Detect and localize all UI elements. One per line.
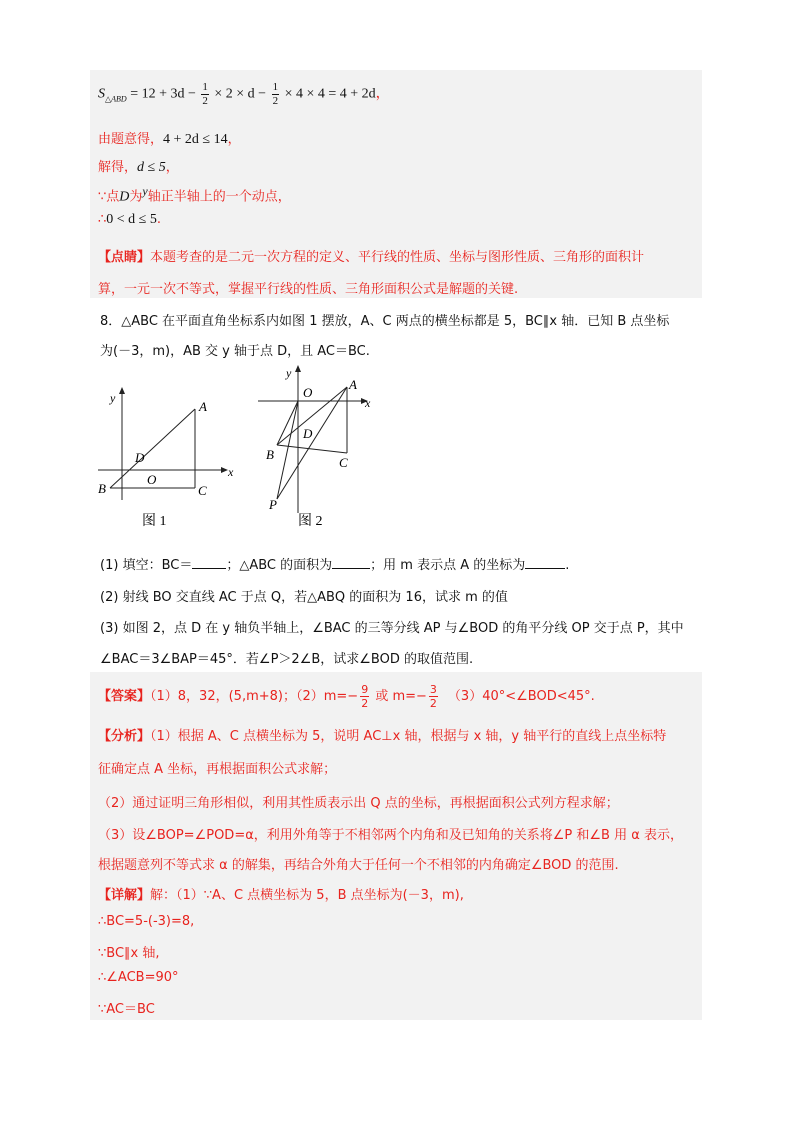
segment-ap <box>277 387 347 499</box>
label-d: D <box>135 450 145 465</box>
analysis-tag: 【分析】 <box>98 729 151 744</box>
range-line: ∴0 < d ≤ 5. <box>98 212 162 227</box>
fraction: $\frac{9}{2}$ <box>361 683 369 710</box>
segment-op <box>277 401 298 499</box>
x-arrow <box>221 467 228 473</box>
problem-line-1: 8．△ABC 在平面直角坐标系内如图 1 摆放，A、C 两点的横坐标都是 5，BC∥x 轴．已知 B 点坐标 <box>100 314 670 329</box>
segment-bo <box>277 401 298 445</box>
detail-line-3: ∵BC∥x 轴, <box>98 946 160 961</box>
label-o: O <box>303 385 313 400</box>
analysis-line-3: （2）通过证明三角形相似，利用其性质表示出 Q 点的坐标，再根据面积公式列方程求解； <box>98 796 619 811</box>
area-formula-line: $S_{\triangle ABD} = 12 + 3d$ − $\frac{1}{2}$ × 2 × d − $\frac{1}{2}$ × 4 × 4 = 4 + 2d， <box>98 81 390 107</box>
comment-line-1: 【点睛】本题考查的是二元一次方程的定义、平行线的性质、坐标与图形性质、三角形的面积计 <box>98 250 645 265</box>
question-2: (2) 射线 BO 交直线 AC 于点 Q，若△ABQ 的面积为 16，试求 m 的值 <box>100 590 508 605</box>
label-p: P <box>269 497 277 512</box>
answer-blank-1[interactable] <box>192 556 226 569</box>
detail-line-2: ∴BC=5-(-3)=8, <box>98 914 195 929</box>
label-x: x <box>228 465 234 479</box>
answer-line: 【答案】（1）8，32，(5,m+8)；（2）m=− $\frac{9}{2}$ 或 m=− $\frac{3}{2}$ （3）40°<∠BOD<45°. <box>98 683 595 710</box>
detail-line-5: ∵AC＝BC <box>98 1002 155 1017</box>
analysis-line-5: 根据题意列不等式求 α 的解集，再结合外角大于任何一个不相邻的内角确定∠BOD 的范围. <box>98 858 619 873</box>
comment-tag: 【点睛】 <box>98 250 151 265</box>
label-d: D <box>303 426 313 441</box>
answer-blank-3[interactable] <box>525 556 565 569</box>
caption-fig-2: 图 2 <box>298 514 323 529</box>
label-c: C <box>198 483 207 498</box>
answer-blank-2[interactable] <box>332 556 370 569</box>
label-c: C <box>339 455 348 470</box>
label-y: y <box>286 366 292 380</box>
comment-line-2: 算，一元一次不等式，掌握平行线的性质、三角形面积公式是解题的关键. <box>98 282 519 297</box>
question-3-line-2: ∠BAC＝3∠BAP＝45°．若∠P＞2∠B，试求∠BOD 的取值范围. <box>100 652 474 667</box>
fraction: $\frac{1}{2}$ <box>202 81 208 107</box>
area-subscript: △ABD <box>105 94 127 104</box>
label-y: y <box>110 391 116 405</box>
label-a: A <box>349 377 357 392</box>
question-3-line-1: (3) 如图 2，点 D 在 y 轴负半轴上，∠BAC 的三等分线 AP 与∠BOD 的角平分线 OP 交于点 P，其中 <box>100 621 684 636</box>
label-o: O <box>147 472 157 487</box>
analysis-line-4: （3）设∠BOP=∠POD=α，利用外角等于不相邻两个内角和及已知角的关系将∠P 和∠B 用 α 表示， <box>98 828 683 843</box>
caption-fig-1: 图 1 <box>142 514 167 529</box>
analysis-line-2: 征确定点 A 坐标，再根据面积公式求解； <box>98 762 337 777</box>
top-solution-block <box>90 70 702 298</box>
figure-2 <box>255 363 385 533</box>
y-arrow <box>119 387 125 394</box>
label-b: B <box>266 447 274 462</box>
fraction: $\frac{3}{2}$ <box>429 683 437 710</box>
figure-1 <box>95 385 245 535</box>
inequality: 4 + 2d ≤ 14 <box>163 132 228 147</box>
question-1: (1) 填空：BC＝ ；△ABC 的面积为 ；用 m 表示点 A 的坐标为 . <box>100 558 570 573</box>
analysis-line-1: 【分析】（1）根据 A、C 点横坐标为 5，说明 AC⊥x 轴，根据与 x 轴，y 轴平行的直线上点坐标特 <box>98 729 667 744</box>
condition-line: 由题意得，4 + 2d ≤ 14， <box>98 132 241 147</box>
y-arrow <box>295 365 301 372</box>
answer-tag: 【答案】 <box>98 689 151 704</box>
detail-line-4: ∴∠ACB=90° <box>98 970 179 985</box>
fraction: $\frac{1}{2}$ <box>272 81 279 107</box>
area-symbol: S <box>98 86 105 102</box>
problem-line-2: 为(－3，m)，AB 交 y 轴于点 D，且 AC＝BC. <box>100 344 370 359</box>
range-formula: 0 < d ≤ 5 <box>106 212 157 227</box>
solution-inequality: d ≤ 5 <box>137 160 166 175</box>
formula-part: = 12 + 3d − <box>126 86 200 102</box>
formula-part: × 2 × d − <box>210 86 270 102</box>
formula-part: × 4 × 4 = 4 + 2d <box>281 86 376 102</box>
solve-line: 解得，d ≤ 5， <box>98 160 179 175</box>
answer-block <box>90 672 702 1020</box>
detail-tag: 【详解】 <box>98 888 151 903</box>
detail-line-1: 【详解】解：（1）∵A、C 点横坐标为 5，B 点坐标为(－3，m), <box>98 888 464 903</box>
label-b: B <box>98 481 106 496</box>
point-d-line: ∵点D为$^y$轴正半轴上的一个动点， <box>98 184 291 205</box>
label-a: A <box>199 399 207 414</box>
label-x: x <box>365 396 371 410</box>
